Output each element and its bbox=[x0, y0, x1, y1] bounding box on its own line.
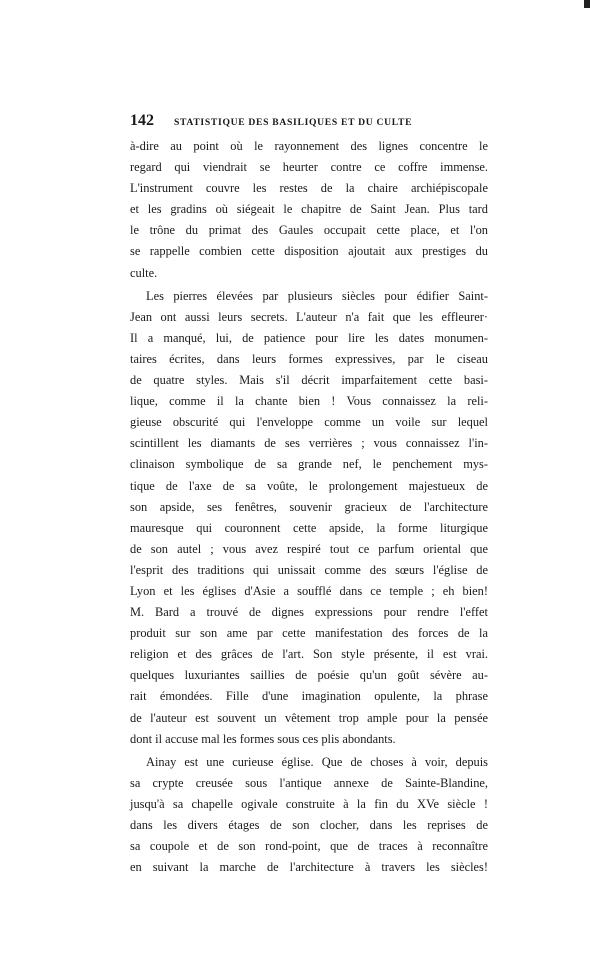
paragraph-1 bbox=[130, 136, 488, 284]
body-text bbox=[130, 136, 488, 878]
page-number: 142 bbox=[130, 112, 154, 129]
text-line: sa coupole et de son rond-point, que de traces à reconnaître bbox=[130, 839, 488, 854]
text-line: culte. bbox=[130, 265, 158, 280]
text-line: religion et des grâces de l'art. Son style présente, il est vrai. bbox=[130, 647, 488, 662]
scan-corner-mark bbox=[584, 0, 590, 8]
text-line: Il a manqué, lui, de patience pour lire les dates monumen- bbox=[130, 330, 488, 345]
text-line: gieuse obscurité qui l'enveloppe comme un voile sur lequel bbox=[130, 415, 488, 430]
text-line: M. Bard a trouvé de dignes expressions pour rendre l'effet bbox=[130, 605, 488, 620]
text-line: taires écrites, dans leurs formes expressives, par le ciseau bbox=[130, 351, 488, 366]
text-line: en suivant la marche de l'architecture à travers les siècles! bbox=[130, 860, 488, 875]
paragraph-2 bbox=[130, 286, 488, 750]
text-line: à-dire au point où le rayonnement des lignes concentre le bbox=[130, 139, 488, 153]
book-page bbox=[130, 112, 488, 880]
text-line: Lyon et les églises d'Asie a soufflé dans ce temple ; eh bien! bbox=[130, 583, 488, 598]
text-line: Les pierres élevées par plusieurs siècles pour édifier Saint- bbox=[146, 288, 488, 303]
text-line: L'instrument couvre les restes de la chaire archiépiscopale bbox=[130, 181, 488, 196]
page-header bbox=[130, 112, 488, 134]
text-line: le trône du primat des Gaules occupait cette place, et l'on bbox=[130, 223, 488, 238]
text-line: jusqu'à sa chapelle ogivale construite à la fin du XVe siècle ! bbox=[130, 796, 488, 811]
text-line: de quatre styles. Mais s'il décrit imparfaitement cette basi- bbox=[130, 373, 488, 388]
text-line: Jean ont aussi leurs secrets. L'auteur n'a fait que les effleurer· bbox=[130, 309, 488, 324]
text-line: produit sur son ame par cette manifestation des forces de la bbox=[130, 626, 488, 641]
paragraph-3 bbox=[130, 752, 488, 879]
text-line: l'esprit des traditions qui unissait comme des sœurs l'église de bbox=[130, 562, 488, 577]
text-line: dans les divers étages de son clocher, dans les reprises de bbox=[130, 818, 488, 832]
text-line: se rappelle combien cette disposition ajoutait aux prestiges du bbox=[130, 244, 488, 259]
text-line: tique de l'axe de sa voûte, le prolongement majestueux de bbox=[130, 478, 488, 493]
text-line: de l'auteur est souvent un vêtement trop ample pour la pensée bbox=[130, 710, 488, 725]
text-line: lique, comme il la chante bien ! Vous connaissez la reli- bbox=[130, 394, 488, 409]
running-head: STATISTIQUE DES BASILIQUES ET DU CULTE bbox=[174, 117, 413, 128]
text-line: sa crypte creusée sous l'antique annexe de Sainte-Blandine, bbox=[130, 775, 488, 790]
text-line: de son autel ; vous avez respiré tout ce parfum oriental que bbox=[130, 541, 488, 556]
text-line: clinaison symbolique de sa grande nef, le penchement mys- bbox=[130, 457, 488, 472]
text-line: scintillent les diamants de ses verrières ; vous connaissez l'in- bbox=[130, 436, 488, 451]
text-line: dont il accuse mal les formes sous ces plis abondants. bbox=[130, 731, 396, 746]
text-line: quelques luxuriantes saillies de poésie qu'un goût sévère au- bbox=[130, 668, 488, 683]
text-line: son apside, ses fenêtres, souvenir gracieux de l'architecture bbox=[130, 499, 488, 514]
text-line: regard qui viendrait se heurter contre ce coffre immense. bbox=[130, 160, 488, 175]
text-line: et les gradins où siégeait le chapitre de Saint Jean. Plus tard bbox=[130, 202, 488, 217]
text-line: mauresque qui couronnent cette apside, la forme liturgique bbox=[130, 520, 488, 535]
text-line: Ainay est une curieuse église. Que de choses à voir, depuis bbox=[146, 754, 488, 769]
text-line: rait émondées. Fille d'une imagination opulente, la phrase bbox=[130, 689, 488, 704]
